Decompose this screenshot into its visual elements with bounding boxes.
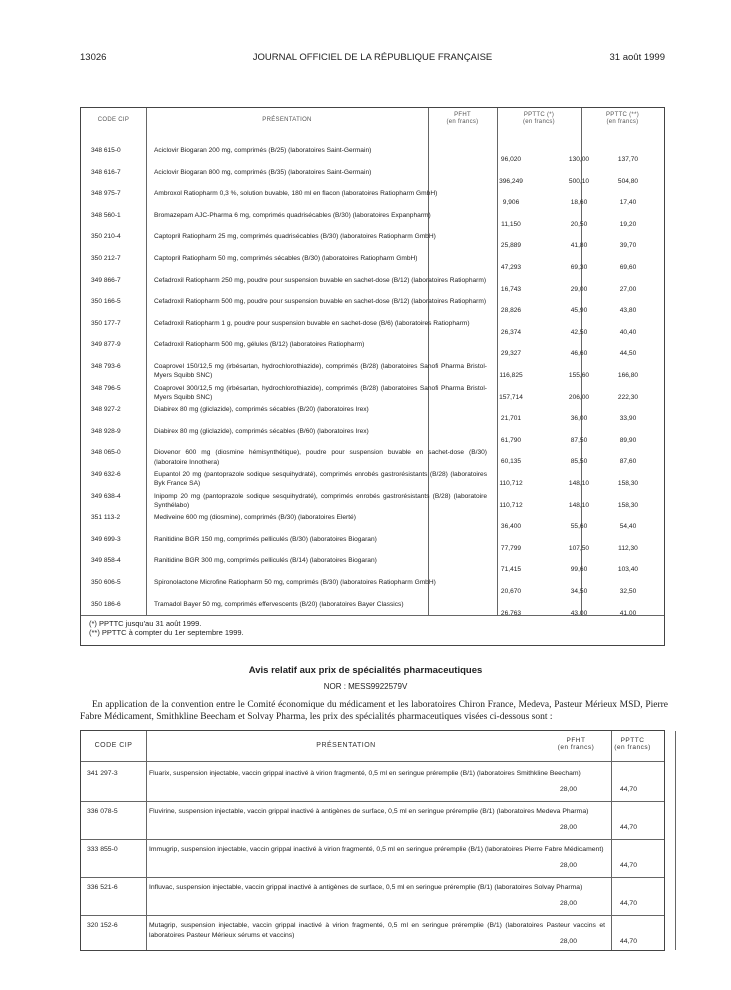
cell-code: 350 166-5	[91, 298, 121, 306]
cell-code: 350 186-6	[91, 600, 121, 608]
cell-ppttc-1: 85,50	[570, 458, 588, 466]
cell-pfht: 110,712	[499, 480, 523, 487]
row-divider	[81, 915, 664, 916]
cell-pfht: 28,00	[559, 862, 577, 869]
table-notes	[89, 619, 244, 637]
cell-code: 348 560-1	[91, 211, 121, 219]
cell-ppttc-1: 55,60	[570, 523, 588, 531]
section-title: Avis relatif aux prix de spécialités pharmaceutiques	[248, 665, 483, 676]
header-code-cip: CODE CIP	[97, 117, 130, 123]
column-divider	[146, 731, 147, 950]
cell-presentation: Cefadroxil Ratiopharm 500 mg, gélules (B/12) (laboratoires Ratiopharm)	[154, 341, 365, 349]
cell-pfht: 28,826	[500, 307, 522, 315]
header-divider	[81, 761, 664, 762]
cell-code: 333 855-0	[87, 846, 118, 853]
cell-pfht: 26,374	[500, 328, 522, 336]
cell-pfht: 9,906	[502, 199, 520, 207]
cell-code: 350 606-5	[91, 579, 121, 586]
cell-ppttc-2: 44,50	[619, 350, 637, 358]
cell-code: 348 927-2	[91, 406, 121, 414]
cell-ppttc-1: 36,00	[570, 415, 588, 423]
cell-pfht: 28,00	[559, 786, 577, 793]
cell-code: 341 297-3	[87, 770, 118, 777]
cell-code: 336 078-5	[87, 808, 118, 815]
cell-code: 348 065-0	[91, 449, 121, 457]
cell-ppttc-1: 87,50	[570, 436, 588, 444]
cell-ppttc-2: 158,30	[617, 480, 639, 487]
cell-ppttc: 44,70	[619, 824, 637, 831]
cell-ppttc-1: 43,00	[570, 609, 588, 617]
cell-ppttc-2: 87,60	[619, 458, 637, 466]
cell-pfht: 36,400	[500, 523, 522, 531]
cell-pfht: 116,825	[499, 372, 523, 379]
cell-ppttc-1: 206,00	[568, 393, 590, 401]
cell-ppttc-2: 54,40	[619, 523, 637, 531]
cell-pfht: 28,00	[559, 900, 577, 907]
cell-ppttc-2: 222,30	[617, 393, 639, 401]
cell-pfht: 60,135	[500, 458, 522, 466]
cell-ppttc-2: 39,70	[619, 242, 637, 250]
cell-pfht: 16,743	[500, 285, 522, 293]
cell-pfht: 47,293	[500, 264, 522, 271]
cell-presentation: Diabirex 80 mg (gliclazide), comprimés sécables (B/60) (laboratoires Irex)	[154, 427, 369, 435]
cell-ppttc-1: 46,60	[570, 350, 588, 358]
cell-ppttc-2: 41,00	[619, 609, 637, 617]
cell-ppttc-2: 69,60	[619, 264, 637, 271]
header-ppttc-2: PPTTC (**) (en francs)	[606, 112, 639, 125]
cell-ppttc-2: 158,30	[617, 501, 639, 509]
column-divider	[611, 731, 612, 950]
cell-code: 320 152-6	[87, 922, 118, 929]
section-intro: En application de la convention entre le Comité économique du médicament et les laboratoires Chiron France, Medeva, Pasteur Mérieux MSD, Pierre Fabre Médicament, Smithkline Beecham et Solvay Pharma, les prix des spécialités pharmaceutiques visées ci-dessous sont :	[80, 700, 668, 722]
note-2: (**) PPTTC à compter du 1er septembre 1999.	[89, 628, 244, 637]
cell-ppttc-2: 19,20	[619, 220, 637, 228]
header-ppttc: PPTTC (en francs)	[614, 737, 651, 751]
cell-code: 349 858-4	[91, 557, 121, 565]
cell-presentation: Cefadroxil Ratiopharm 1 g, poudre pour suspension buvable en sachet-dose (B/6) (laboratoires Ratiopharm)	[154, 319, 470, 327]
cell-presentation: Diovenor 600 mg (diosmine hémisynthétique), poudre pour suspension buvable en sachet-dose (B/30) (laboratoire Innothera)	[154, 449, 487, 466]
notes-divider	[81, 615, 664, 616]
cell-ppttc-2: 89,90	[619, 436, 637, 444]
cell-presentation: Captopril Ratiopharm 50 mg, comprimés sécables (B/30) (laboratoires Ratiopharm GmbH)	[154, 255, 418, 262]
header-presentation: PRÉSENTATION	[316, 742, 376, 749]
cell-presentation: Mediveine 600 mg (diosmine), comprimés (B/30) (laboratoires Elerté)	[154, 514, 356, 522]
cell-ppttc-2: 27,00	[619, 285, 637, 293]
cell-code: 349 632-6	[91, 471, 121, 478]
cell-presentation: Diabirex 80 mg (gliclazide), comprimés sécables (B/20) (laboratoires Irex)	[154, 406, 369, 414]
cell-pfht: 28,00	[559, 824, 577, 831]
cell-code: 349 866-7	[91, 276, 121, 284]
header-pfht: PFHT (en francs)	[446, 112, 479, 125]
cell-presentation: Immugrip, suspension injectable, vaccin grippal inactivé à virion fragmenté, 0,5 ml en seringue préremplie (B/1) (laboratoires Pierre Fabre Médicament)	[149, 846, 604, 853]
cell-ppttc-1: 107,50	[568, 544, 590, 552]
header-ppttc-1: PPTTC (*) (en francs)	[523, 112, 555, 125]
issue-date: 31 août 1999	[609, 52, 665, 63]
section-nor: NOR : MESS9922579V	[323, 682, 408, 691]
cell-ppttc-2: 166,80	[617, 372, 639, 379]
cell-ppttc-2: 32,50	[619, 588, 637, 595]
cell-ppttc-2: 17,40	[619, 199, 637, 207]
cell-presentation: Cefadroxil Ratiopharm 250 mg, poudre pour suspension buvable en sachet-dose (B/12) (laboratoires Ratiopharm)	[154, 276, 487, 284]
cell-ppttc-2: 43,80	[619, 307, 637, 315]
cell-ppttc-1: 155,60	[568, 372, 590, 379]
cell-ppttc: 44,70	[619, 900, 637, 907]
cell-ppttc-1: 45,90	[570, 307, 588, 315]
cell-ppttc-2: 504,80	[617, 177, 639, 185]
cell-ppttc: 44,70	[619, 786, 637, 793]
cell-presentation: Fluarix, suspension injectable, vaccin grippal inactivé à virion fragmenté, 0,5 ml en seringue préremplie (B/1) (laboratoires Smithkline Beecham)	[149, 770, 581, 777]
cell-presentation: Ranitidine BGR 300 mg, comprimés pelliculés (B/14) (laboratoires Biogaran)	[154, 557, 377, 565]
cell-code: 348 793-6	[91, 363, 121, 370]
cell-ppttc-2: 40,40	[619, 328, 637, 336]
cell-ppttc-1: 99,60	[570, 566, 588, 574]
row-divider	[81, 801, 664, 802]
cell-presentation: Coaprovel 300/12,5 mg (irbésartan, hydrochlorothiazide), comprimés (B/28) (laboratoires Sanofi Pharma Bristol-Myers Squibb SNC)	[154, 384, 487, 401]
page-header	[80, 52, 665, 66]
cell-presentation: Inipomp 20 mg (pantoprazole sodique sesquihydraté), comprimés enrobés gastrorésistants (B/28) (laboratoire Synthélabo)	[154, 492, 487, 509]
cell-ppttc-2: 112,30	[618, 544, 638, 552]
cell-presentation: Bromazepam AJC-Pharma 6 mg, comprimés quadrisécables (B/30) (laboratoires Expanpharm)	[154, 211, 431, 219]
cell-presentation: Influvac, suspension injectable, vaccin grippal inactivé à antigènes de surface, 0,5 ml en seringue préremplie (B/1) (laboratoires Solvay Pharma)	[149, 884, 583, 891]
cell-code: 350 212-7	[91, 255, 121, 262]
cell-presentation: Tramadol Bayer 50 mg, comprimés effervescents (B/20) (laboratoires Bayer Classics)	[154, 600, 404, 608]
cell-ppttc-1: 130,00	[568, 156, 590, 163]
cell-code: 349 638-4	[91, 492, 121, 500]
cell-presentation: Fluvirine, suspension injectable, vaccin grippal inactivé à antigènes de surface, 0,5 ml en seringue préremplie (B/1) (laboratoires Medeva Pharma)	[149, 808, 589, 815]
row-divider	[81, 839, 664, 840]
cell-pfht: 29,327	[500, 350, 522, 358]
column-divider	[675, 731, 676, 950]
cell-code: 349 877-9	[91, 341, 121, 349]
cell-code: 350 210-4	[91, 233, 121, 241]
cell-pfht: 26,763	[500, 609, 522, 617]
cell-pfht: 61,790	[500, 436, 522, 444]
cell-ppttc-1: 42,50	[570, 328, 588, 336]
cell-presentation: Cefadroxil Ratiopharm 500 mg, poudre pour suspension buvable en sachet-dose (B/12) (laboratoires Ratiopharm)	[154, 298, 487, 306]
price-table-2	[80, 730, 665, 951]
cell-ppttc-1: 500,10	[568, 177, 590, 185]
header-code-cip: CODE CIP	[94, 742, 133, 749]
row-divider	[81, 877, 664, 878]
cell-ppttc-1: 29,00	[570, 285, 588, 293]
cell-ppttc-1: 20,50	[570, 220, 588, 228]
cell-presentation: Eupantol 20 mg (pantoprazole sodique sesquihydraté), comprimés enrobés gastrorésistants (B/28) (laboratoires Byk France SA)	[154, 471, 487, 488]
note-1: (*) PPTTC jusqu'au 31 août 1999.	[89, 619, 202, 628]
cell-presentation: Mutagrip, suspension injectable, vaccin grippal inactivé à virion fragmenté, 0,5 ml en seringue préremplie (B/1) (laboratoires Pasteur vaccins et laboratoires Pasteur Mérieux sérums et vaccins)	[149, 922, 605, 939]
cell-code: 348 975-7	[91, 190, 121, 198]
cell-presentation: Aciclovir Biogaran 800 mg, comprimés (B/35) (laboratoires Saint-Germain)	[154, 168, 372, 176]
cell-code: 336 521-6	[87, 884, 118, 891]
cell-ppttc-2: 137,70	[617, 156, 639, 163]
cell-ppttc-1: 34,50	[570, 588, 588, 595]
cell-ppttc-1: 69,30	[570, 264, 588, 271]
cell-ppttc: 44,70	[619, 862, 637, 869]
cell-pfht: 28,00	[559, 938, 577, 945]
cell-code: 348 615-0	[91, 147, 121, 154]
cell-ppttc-1: 41,80	[570, 242, 588, 250]
cell-pfht: 157,714	[499, 393, 523, 401]
cell-code: 348 616-7	[91, 168, 121, 176]
cell-presentation: Ambroxol Ratiopharm 0,3 %, solution buvable, 180 ml en flacon (laboratoires Ratiopharm GmbH)	[154, 190, 438, 198]
cell-pfht: 96,020	[500, 156, 522, 163]
page-number: 13026	[80, 52, 107, 63]
cell-ppttc-1: 18,60	[570, 199, 588, 207]
cell-presentation: Coaprovel 150/12,5 mg (irbésartan, hydrochlorothiazide), comprimés (B/28) (laboratoires Sanofi Pharma Bristol-Myers Squibb SNC)	[154, 363, 487, 380]
cell-pfht: 11,150	[501, 220, 521, 228]
cell-presentation: Spironolactone Microfine Ratiopharm 50 mg, comprimés (B/30) (laboratoires Ratiopharm GmbH)	[154, 579, 436, 586]
cell-presentation: Aciclovir Biogaran 200 mg, comprimés (B/25) (laboratoires Saint-Germain)	[154, 147, 372, 154]
cell-pfht: 25,889	[500, 242, 522, 250]
cell-ppttc-1: 148,10	[568, 480, 590, 487]
cell-presentation: Ranitidine BGR 150 mg, comprimés pelliculés (B/30) (laboratoires Biogaran)	[154, 535, 377, 543]
cell-code: 350 177-7	[91, 319, 121, 327]
cell-pfht: 110,712	[499, 501, 523, 509]
cell-pfht: 21,701	[500, 415, 522, 423]
cell-code: 348 928-9	[91, 427, 121, 435]
journal-title: JOURNAL OFFICIEL DE LA RÉPUBLIQUE FRANÇAISE	[252, 52, 493, 63]
cell-pfht: 77,799	[500, 544, 522, 552]
cell-ppttc: 44,70	[619, 938, 637, 945]
cell-ppttc-2: 103,40	[617, 566, 639, 574]
price-table-1	[80, 107, 665, 646]
cell-ppttc-1: 148,10	[568, 501, 590, 509]
cell-pfht: 71,415	[500, 566, 522, 574]
cell-ppttc-2: 33,90	[619, 415, 637, 423]
cell-pfht: 20,670	[500, 588, 522, 595]
cell-pfht: 396,249	[499, 177, 523, 185]
cell-code: 351 113-2	[91, 514, 121, 522]
header-pfht: PFHT (en francs)	[557, 737, 595, 751]
cell-code: 349 699-3	[91, 535, 121, 543]
cell-code: 348 796-5	[91, 384, 121, 392]
header-presentation: PRÉSENTATION	[262, 117, 312, 123]
cell-presentation: Captopril Ratiopharm 25 mg, comprimés quadrisécables (B/30) (laboratoires Ratiopharm GmbH)	[154, 233, 436, 241]
